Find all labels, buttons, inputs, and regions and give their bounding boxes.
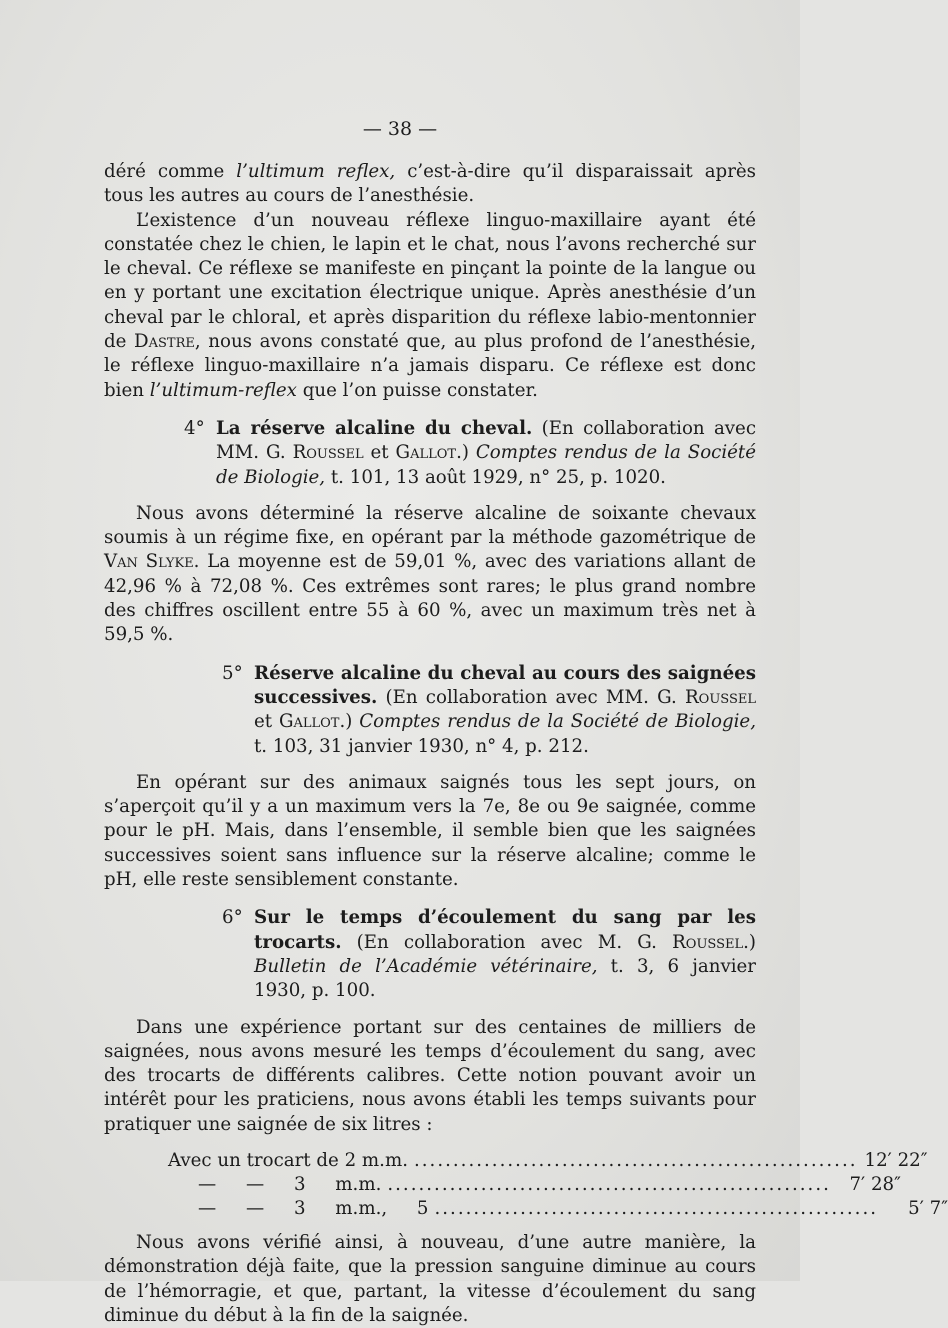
reference-4-text <box>184 417 757 490</box>
text-run: Nous avons déterminé la réserve alcaline de soixante chevaux soumis à un régime fixe, en opérant par la méthode gazométrique de <box>104 502 756 549</box>
text-run: .) <box>456 442 476 464</box>
text-run: c’est-à-dire qu’il disparaissait après tous les autres au cours de l’anesthésie. <box>104 161 756 207</box>
text-run: .) <box>743 931 756 953</box>
paragraph-flow-time: Dans une expérience portant sur des centaines de milliers de saignées, nous avons mesuré les temps d’écoulement du sang, avec des trocarts de différents calibres. Cette notion pouvant avoir un intérêt pour les praticiens, nous avons établi les temps suivants pour pratiquer une saignée de six litres : <box>104 1016 756 1135</box>
text-run: que l’on puisse constater. <box>296 379 538 401</box>
page-number: — 38 — <box>362 118 438 140</box>
journal-name: Comptes rendus de la Société de Biologie, <box>216 442 756 488</box>
page-body <box>104 160 948 1328</box>
reference-5 <box>222 662 756 759</box>
author-name: Van Slyke. <box>104 551 200 573</box>
italic-term: l’ultimum reflex, <box>236 161 396 182</box>
journal-name: Bulletin de l’Académie vétérinaire, <box>254 955 598 977</box>
reference-title: Réserve alcaline du cheval au cours des saignées successives. <box>254 662 756 708</box>
author-name: Dastre, <box>134 331 201 353</box>
text-run: nous avons constaté que, au plus profond de l’anesthésie, le réflexe linguo-maxillaire n’a jamais disparu. Ce réflexe est donc bien <box>104 331 756 401</box>
table-row <box>168 1197 948 1221</box>
paragraph-successive-bleedings: En opérant sur des animaux saignés tous les sept jours, on s’aperçoit qu’il y a un maximum vers la 7e, 8e ou 9e saignée, comme pour le pH. Mais, dans l’ensemble, il semble bien que les saignées successives soient sans influence sur la réserve alcaline; comme le pH, elle reste sensiblement constante. <box>104 771 756 891</box>
trocart-size: — — 3 m.m. <box>198 1173 382 1195</box>
flow-time-value: 12′ 22″ <box>864 1149 928 1171</box>
text-run: (En collaboration avec MM. G. <box>377 686 685 708</box>
text-run: L’existence d’un nouveau réflexe linguo-maxillaire ayant été constatée chez le chien, le lapin et le chat, nous l’avons recherché sur le cheval. Ce réflexe se manifeste en pinçant la pointe de la langue ou en y portant une excitation électrique unique. Après anesthésie d’un cheval par le chloral, et après disparition du réflexe labio-mentonnier de <box>104 209 756 353</box>
paragraph-conclusion: Nous avons vérifié ainsi, à nouveau, d’une autre manière, la démonstration déjà faite, que la pression sanguine diminue au cours de l’hémorragie, et que, partant, la vitesse d’écoulement du sang diminue du début à la fin de la saignée. <box>104 1231 756 1326</box>
paragraph-alkaline-reserve <box>104 502 756 648</box>
leader-dots: ......................................................... <box>413 1149 858 1171</box>
reference-number: 5° <box>222 662 243 684</box>
author-name: Gallot <box>395 442 457 464</box>
leader-dots: ......................................................... <box>387 1173 831 1195</box>
spacer <box>104 490 756 502</box>
author-name: Roussel <box>684 686 756 708</box>
text-run: déré comme <box>104 161 237 182</box>
table-row <box>168 1173 901 1197</box>
paragraph-reflex <box>104 209 756 403</box>
italic-term: l’ultimum-reflex <box>149 379 297 401</box>
text-run: et <box>363 442 396 464</box>
trocart-size: Avec un trocart de 2 m.m. <box>168 1149 408 1171</box>
author-name: Roussel <box>672 931 744 953</box>
reference-title: Sur le temps d’écoulement du sang par les trocarts. <box>254 907 756 953</box>
reference-number: 6° <box>222 907 243 929</box>
reference-6 <box>222 906 756 1003</box>
reference-5-text <box>222 662 756 759</box>
paragraph-continuation <box>104 160 756 209</box>
text-run: et <box>254 711 279 733</box>
trocart-size: — — 3 m.m., 5 <box>198 1197 429 1219</box>
reference-details: t. 3, 6 janvier 1930, p. 100. <box>254 955 756 1002</box>
reference-details: t. 101, 13 août 1929, n° 25, p. 1020. <box>325 466 666 488</box>
spacer <box>104 1004 756 1016</box>
table-row <box>168 1149 928 1173</box>
text-run: (En collaboration avec M. G. <box>341 931 673 953</box>
reference-number: 4° <box>184 417 205 439</box>
text-run: .) <box>339 711 360 733</box>
flow-time-table <box>168 1149 948 1221</box>
leader-dots: ......................................................... <box>434 1197 879 1219</box>
flow-time-value: 5′ 7″ <box>908 1197 948 1219</box>
author-name: Roussel <box>292 442 364 464</box>
spacer <box>104 759 756 771</box>
text-run: (En collaboration avec MM. G. <box>216 417 757 464</box>
flow-time-value: 7′ 28″ <box>849 1173 901 1195</box>
author-name: Gallot <box>278 711 340 733</box>
journal-name: Comptes rendus de la Société de Biologie, <box>359 711 756 733</box>
reference-title: La réserve alcaline du cheval. <box>216 417 533 439</box>
reference-details: t. 103, 31 janvier 1930, n° 4, p. 212. <box>254 735 589 757</box>
reference-6-text <box>222 906 756 1003</box>
text-run: La moyenne est de 59,01 %, avec des variations allant de 42,96 % à 72,08 %. Ces extrêmes sont rares; le plus grand nombre des chiffres oscillent entre 55 à 60 %, avec un maximum très net à 59,5 %. <box>104 551 756 646</box>
reference-4 <box>184 417 757 490</box>
